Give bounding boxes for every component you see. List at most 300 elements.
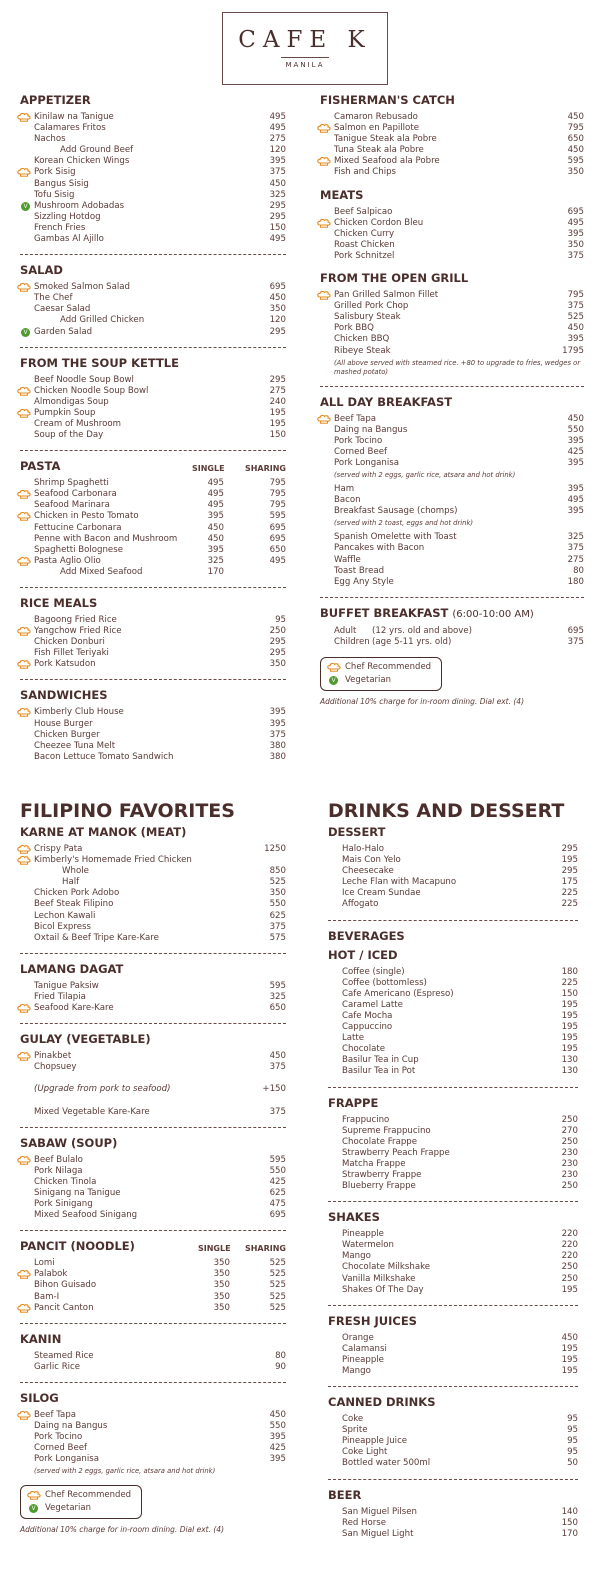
item-name: Cappuccino xyxy=(342,1022,393,1033)
menu-item xyxy=(20,1292,286,1303)
menu-item xyxy=(320,637,584,648)
menu-item xyxy=(328,1229,578,1240)
item-name: Vanilla Milkshake xyxy=(342,1273,416,1284)
item-name: Fried Tilapia xyxy=(34,991,86,1002)
menu-item xyxy=(328,1159,578,1170)
item-name: Lechon Kawali xyxy=(34,910,96,921)
menu-section xyxy=(20,1136,286,1222)
item-price-single: 495 xyxy=(207,478,224,489)
item-name: Beef Tapa xyxy=(34,1409,77,1420)
item-price: 295 xyxy=(269,200,286,211)
item-name: San Miguel Light xyxy=(342,1528,414,1539)
divider xyxy=(328,1087,578,1088)
item-price: 95 xyxy=(567,1425,578,1436)
item-price: 195 xyxy=(561,999,578,1010)
menu-item xyxy=(328,1148,578,1159)
filipino-favorites-title: FILIPINO FAVORITES xyxy=(20,800,235,822)
column-header xyxy=(20,464,286,476)
item-price: 450 xyxy=(269,293,286,304)
item-name: Fish and Chips xyxy=(334,167,397,178)
item-price: 325 xyxy=(269,189,286,200)
item-name: Pork Sinigang xyxy=(34,1199,93,1210)
section-title: SALAD xyxy=(20,263,63,278)
item-name: Soup of the Day xyxy=(34,430,104,441)
chef-hat-icon xyxy=(17,660,31,669)
legend-chef xyxy=(27,1489,135,1502)
menu-item xyxy=(20,1269,286,1280)
item-name: Cafe Mocha xyxy=(342,1010,393,1021)
chef-hat-icon xyxy=(17,387,31,396)
menu-item xyxy=(320,346,584,357)
item-name: Chicken in Pesto Tomato xyxy=(34,511,139,522)
divider xyxy=(328,1305,578,1306)
item-price: 625 xyxy=(269,1187,286,1198)
item-name: Mango xyxy=(342,1251,371,1262)
item-price: 450 xyxy=(561,1332,578,1343)
item-price: 325 xyxy=(567,532,584,543)
legend-chef-label: Chef Recommended xyxy=(45,1490,132,1501)
menu-item xyxy=(20,992,286,1003)
menu-item xyxy=(20,315,286,326)
menu-item xyxy=(20,922,286,933)
item-price: 195 xyxy=(561,1044,578,1055)
menu-item xyxy=(320,312,584,323)
menu-item xyxy=(20,511,286,522)
menu-item xyxy=(320,543,584,554)
item-price: 230 xyxy=(561,1147,578,1158)
item-name: Coffee (bottomless) xyxy=(342,977,427,988)
item-name: Chicken Donburi xyxy=(34,637,105,648)
item-name: Pineapple xyxy=(342,1354,384,1365)
menu-item xyxy=(328,1066,578,1077)
menu-item xyxy=(328,1344,578,1355)
item-name: Sprite xyxy=(342,1425,368,1436)
item-price: 650 xyxy=(567,134,584,145)
menu-item xyxy=(328,1355,578,1366)
item-price: 140 xyxy=(561,1506,578,1517)
menu-item xyxy=(328,1518,578,1529)
menu-item xyxy=(20,866,286,877)
item-name: Roast Chicken xyxy=(334,239,395,250)
item-name: Cheezee Tuna Melt xyxy=(34,740,116,751)
item-name: French Fries xyxy=(34,222,86,233)
divider xyxy=(320,597,584,598)
section-title: CANNED DRINKS xyxy=(328,1395,436,1410)
menu-item xyxy=(20,855,286,866)
item-name: Chocolate xyxy=(342,1044,385,1055)
item-price-sharing: 525 xyxy=(269,1302,286,1313)
chef-hat-icon xyxy=(17,1052,31,1061)
menu-item xyxy=(20,933,286,944)
menu-section xyxy=(20,825,286,944)
menu-item xyxy=(328,877,578,888)
menu-item xyxy=(320,134,584,145)
item-name: Adult xyxy=(334,625,357,636)
item-name: Pancit Canton xyxy=(34,1302,94,1313)
menu-item xyxy=(320,458,584,469)
item-price: 395 xyxy=(269,1432,286,1443)
menu-item xyxy=(320,167,584,178)
item-name: Latte xyxy=(342,1033,365,1044)
menu-item xyxy=(20,719,286,730)
item-name: Tofu Sisig xyxy=(34,189,75,200)
menu-item xyxy=(20,123,286,134)
item-price: 575 xyxy=(269,932,286,943)
menu-item xyxy=(320,156,584,167)
item-name: Pancakes with Bacon xyxy=(334,543,425,554)
legend-box xyxy=(320,657,442,691)
item-price: 275 xyxy=(269,134,286,145)
item-price: 495 xyxy=(269,112,286,122)
menu-item xyxy=(320,532,584,543)
menu-item xyxy=(20,1432,286,1443)
item-name: Pork Katsudon xyxy=(34,659,96,670)
item-name: Daing na Bangus xyxy=(34,1421,108,1431)
menu-section xyxy=(328,1395,578,1469)
item-price: 120 xyxy=(269,145,286,156)
item-price: 90 xyxy=(275,1361,286,1372)
item-name: Breakfast Sausage (chomps) xyxy=(334,506,458,517)
item-name: Beef Noodle Soup Bowl xyxy=(34,374,134,385)
item-price: 120 xyxy=(269,315,286,326)
menu-section xyxy=(328,1314,578,1377)
item-price: 195 xyxy=(561,1010,578,1021)
menu-section xyxy=(320,395,584,588)
menu-item xyxy=(20,234,286,245)
item-price: 525 xyxy=(567,312,584,323)
chef-hat-icon xyxy=(17,1004,31,1013)
item-price-sharing: 795 xyxy=(269,500,286,511)
item-price: 295 xyxy=(561,844,578,854)
item-price: 50 xyxy=(567,1458,578,1469)
item-price-single: 495 xyxy=(207,500,224,511)
menu-item xyxy=(328,1011,578,1022)
menu-item xyxy=(328,855,578,866)
menu-item xyxy=(328,1251,578,1262)
item-price: 230 xyxy=(561,1158,578,1169)
menu-item xyxy=(20,1107,286,1118)
logo-name: CAFE K xyxy=(238,27,372,53)
item-price-sharing: 795 xyxy=(269,478,286,489)
item-price: 475 xyxy=(269,1199,286,1210)
menu-item xyxy=(20,1351,286,1362)
chef-hat-icon xyxy=(317,124,331,133)
item-detail: (age 5-11 yrs. old) xyxy=(372,636,452,647)
menu-item xyxy=(328,1126,578,1137)
legend-veg-label: Vegetarian xyxy=(345,675,392,685)
item-name: Supreme Frappucino xyxy=(342,1125,431,1136)
menu-item xyxy=(20,741,286,752)
vegetarian-icon: V xyxy=(21,202,30,211)
item-price: 550 xyxy=(269,899,286,910)
item-price: 795 xyxy=(567,290,584,301)
item-price-single: 395 xyxy=(207,544,224,555)
menu-item xyxy=(20,167,286,178)
menu-item xyxy=(320,123,584,134)
item-price: 250 xyxy=(561,1114,578,1125)
item-name: Ribeye Steak xyxy=(334,345,391,356)
divider xyxy=(20,587,286,588)
item-name: Coffee (single) xyxy=(342,966,405,977)
chef-hat-icon xyxy=(17,845,31,854)
item-price: 695 xyxy=(567,625,584,636)
item-price: 150 xyxy=(561,988,578,999)
cafe-logo xyxy=(222,12,388,85)
item-price-sharing: 525 xyxy=(269,1291,286,1302)
item-price-single: 350 xyxy=(213,1280,230,1291)
item-price: 195 xyxy=(561,1022,578,1033)
item-price-single: 325 xyxy=(207,555,224,566)
item-name: Bihon Guisado xyxy=(34,1280,97,1291)
item-price: 195 xyxy=(561,1343,578,1354)
section-title: FISHERMAN'S CATCH xyxy=(320,93,455,107)
item-price: 375 xyxy=(269,1106,286,1117)
item-price: 295 xyxy=(269,637,286,648)
item-price: 425 xyxy=(269,1443,286,1454)
divider xyxy=(328,1201,578,1202)
item-name: Chicken Burger xyxy=(34,729,100,740)
menu-item xyxy=(20,293,286,304)
chef-hat-icon xyxy=(17,1411,31,1420)
menu-item xyxy=(328,1170,578,1181)
chef-hat-icon xyxy=(17,113,31,122)
item-price: 295 xyxy=(269,326,286,337)
item-name: Fish Fillet Teriyaki xyxy=(34,648,109,659)
menu-section xyxy=(320,271,584,377)
item-name: Penne with Bacon and Mushroom xyxy=(34,533,178,544)
menu-item xyxy=(320,414,584,425)
menu-item xyxy=(20,375,286,386)
item-name: Half xyxy=(62,877,80,888)
logo-rule xyxy=(281,57,329,58)
item-name: Pork Schnitzel xyxy=(334,250,395,261)
divider xyxy=(20,1230,286,1231)
footnote: Additional 10% charge for in-room dining. Dial ext. (4) xyxy=(20,1525,224,1535)
item-price: 350 xyxy=(269,659,286,670)
menu-item xyxy=(328,1181,578,1192)
menu-item xyxy=(20,626,286,637)
item-name: Beef Bulalo xyxy=(34,1154,83,1165)
section-title: KANIN xyxy=(20,1331,62,1346)
menu-item xyxy=(20,1454,286,1465)
item-name: Bam-I xyxy=(34,1291,60,1302)
menu-item xyxy=(320,112,584,123)
item-name: Pork Tocino xyxy=(334,435,383,446)
chef-hat-icon xyxy=(17,627,31,636)
item-price: 95 xyxy=(567,1447,578,1458)
item-price: 195 xyxy=(561,1366,578,1376)
item-name: Mais Con Yelo xyxy=(342,855,401,866)
item-price: 80 xyxy=(275,1350,286,1361)
chef-hat-icon xyxy=(327,663,341,672)
menu-item xyxy=(320,436,584,447)
item-name: Spaghetti Bolognese xyxy=(34,544,123,555)
menu-item xyxy=(20,112,286,123)
item-price: 250 xyxy=(561,1262,578,1273)
item-price: 450 xyxy=(567,323,584,334)
menu-item xyxy=(320,566,584,577)
item-name: Sizzling Hotdog xyxy=(34,211,101,222)
item-name: Basilur Tea in Pot xyxy=(342,1066,416,1077)
menu-item xyxy=(20,1210,286,1221)
menu-item xyxy=(20,1051,286,1062)
section-note: (served with 2 toast, eggs and hot drink) xyxy=(334,519,474,528)
item-name: Chocolate Frappe xyxy=(342,1136,418,1147)
section-title xyxy=(320,606,584,622)
menu-section xyxy=(328,1096,578,1193)
item-name: Pumpkin Soup xyxy=(34,407,96,418)
menu-item xyxy=(20,648,286,659)
item-name: Mixed Seafood Sinigang xyxy=(34,1210,138,1221)
menu-section xyxy=(20,459,286,578)
menu-item xyxy=(20,304,286,315)
item-name: House Burger xyxy=(34,718,93,729)
item-price-sharing: 695 xyxy=(269,533,286,544)
item-name: Smoked Salmon Salad xyxy=(34,282,130,293)
item-name: Orange xyxy=(342,1332,374,1343)
footnote: Additional 10% charge for in-room dining. Dial ext. (4) xyxy=(320,697,524,706)
item-price: 130 xyxy=(561,1055,578,1066)
menu-item xyxy=(20,1421,286,1432)
divider xyxy=(20,1323,286,1324)
item-price: 595 xyxy=(567,156,584,167)
item-price: 695 xyxy=(269,1210,286,1221)
item-name: Seafood Carbonara xyxy=(34,489,117,500)
upgrade-text: (Upgrade from pork to seafood) xyxy=(34,1084,171,1095)
item-price-single: 350 xyxy=(213,1291,230,1302)
item-name: Chicken Cordon Bleu xyxy=(334,217,424,228)
section-title: SHAKES xyxy=(328,1210,380,1225)
menu-item xyxy=(328,967,578,978)
item-price: 550 xyxy=(269,1165,286,1176)
item-price: 195 xyxy=(561,1284,578,1295)
left-column-top xyxy=(20,93,286,772)
item-price-single: 350 xyxy=(213,1258,230,1269)
menu-item xyxy=(320,447,584,458)
item-price: 250 xyxy=(561,1181,578,1192)
item-name: Chicken Tinola xyxy=(34,1176,97,1187)
item-name: Beef Steak Filipino xyxy=(34,899,114,910)
item-name: Mixed Vegetable Kare-Kare xyxy=(34,1106,150,1117)
item-price: 395 xyxy=(567,334,584,345)
item-name: Fettucine Carbonara xyxy=(34,522,122,533)
item-price: 225 xyxy=(561,888,578,899)
item-name: Bacon Lettuce Tomato Sandwich xyxy=(34,751,174,762)
item-name: Bagoong Fried Rice xyxy=(34,615,117,625)
menu-section xyxy=(20,596,286,670)
menu-section xyxy=(328,1488,578,1540)
section-note: (served with 2 eggs, garlic rice, atsara and hot drink) xyxy=(334,471,516,480)
menu-item xyxy=(320,495,584,506)
item-name: Cheesecake xyxy=(342,866,394,877)
vegetarian-icon: V xyxy=(329,676,338,685)
menu-item xyxy=(20,556,286,567)
item-price: 395 xyxy=(567,484,584,495)
item-name: Egg Any Style xyxy=(334,576,394,587)
menu-item xyxy=(20,1177,286,1188)
section-title: SANDWICHES xyxy=(20,688,108,703)
upgrade-price: +150 xyxy=(262,1084,286,1095)
menu-section xyxy=(20,93,286,245)
item-price: 240 xyxy=(269,396,286,407)
item-name: Kimberly's Homemade Fried Chicken xyxy=(34,855,192,866)
item-name: Watermelon xyxy=(342,1240,395,1251)
logo-city: MANILA xyxy=(285,61,325,69)
item-price: 220 xyxy=(561,1251,578,1262)
item-name: Frappucino xyxy=(342,1114,390,1125)
menu-item xyxy=(328,1262,578,1273)
menu-item xyxy=(20,707,286,718)
divider xyxy=(20,1127,286,1128)
menu-item xyxy=(328,899,578,910)
menu-item xyxy=(320,240,584,251)
item-price-single: 170 xyxy=(207,566,224,577)
item-name: Oxtail & Beef Tripe Kare-Kare xyxy=(34,932,159,943)
item-name: Add Ground Beef xyxy=(60,145,134,156)
menu-item xyxy=(20,911,286,922)
item-name: Affogato xyxy=(342,899,379,910)
item-name: Halo-Halo xyxy=(342,844,385,854)
item-name: Matcha Frappe xyxy=(342,1158,406,1169)
divider xyxy=(20,1382,286,1383)
menu-item xyxy=(20,567,286,578)
chef-hat-icon xyxy=(317,219,331,228)
menu-item xyxy=(20,500,286,511)
menu-item xyxy=(20,1003,286,1014)
item-price: 375 xyxy=(567,543,584,554)
section-title: FROM THE OPEN GRILL xyxy=(320,271,469,286)
item-name: Sinigang na Tanigue xyxy=(34,1187,121,1198)
legend-chef-label: Chef Recommended xyxy=(345,662,432,672)
item-price: 150 xyxy=(269,430,286,441)
item-price: 425 xyxy=(269,1176,286,1187)
item-name: Chicken Pork Adobo xyxy=(34,888,120,899)
right-column-top xyxy=(320,93,584,706)
section-title: MEATS xyxy=(320,187,364,202)
item-price: 695 xyxy=(269,282,286,293)
menu-item xyxy=(328,978,578,989)
menu-item xyxy=(20,1362,286,1373)
item-name: Add Mixed Seafood xyxy=(60,566,143,577)
item-price: 375 xyxy=(269,921,286,932)
item-price-single: 350 xyxy=(213,1302,230,1313)
item-name: Grilled Pork Chop xyxy=(334,301,409,312)
menu-item xyxy=(20,1188,286,1199)
menu-item xyxy=(20,156,286,167)
item-price-sharing: 695 xyxy=(269,522,286,533)
chef-hat-icon xyxy=(17,1270,31,1279)
item-name: Shakes Of The Day xyxy=(342,1284,424,1295)
item-price: 270 xyxy=(561,1125,578,1136)
item-name: Pork BBQ xyxy=(334,323,374,334)
menu-item xyxy=(328,888,578,899)
divider xyxy=(328,1386,578,1387)
menu-item xyxy=(20,282,286,293)
menu-item xyxy=(320,425,584,436)
item-price: 395 xyxy=(269,1454,286,1465)
menu-item xyxy=(20,1303,286,1314)
item-price-sharing: 525 xyxy=(269,1280,286,1291)
menu-item xyxy=(20,637,286,648)
item-name: Coke Light xyxy=(342,1447,388,1458)
item-name: Waffle xyxy=(334,554,361,565)
item-name: The Chef xyxy=(34,293,73,304)
item-price: 395 xyxy=(567,506,584,517)
chef-hat-icon xyxy=(17,1156,31,1165)
item-price: 375 xyxy=(567,301,584,312)
legend-veg xyxy=(27,1502,135,1515)
item-price: 325 xyxy=(269,991,286,1002)
